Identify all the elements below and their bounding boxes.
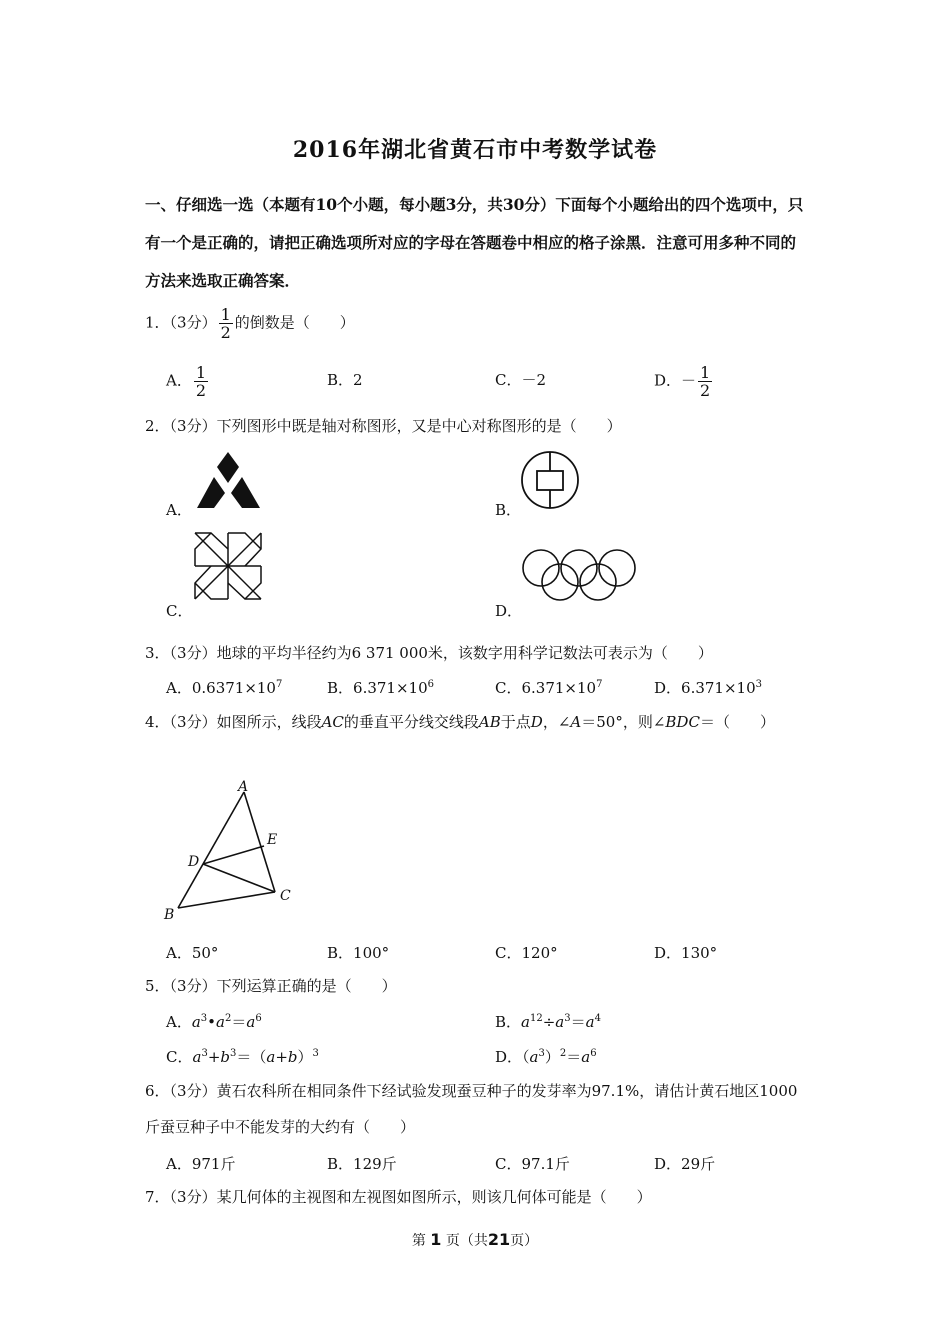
q1-score: （3分） — [169, 313, 217, 332]
q4-option-d: D．130° — [654, 944, 718, 962]
q3-option-b: B．$6.371\times 10^6$ — [327, 679, 434, 697]
q1-option-c: C．－2 — [495, 371, 547, 389]
q3-option-c: C．$6.371\times 10^7$ — [495, 679, 603, 697]
q4-label-d: D — [188, 854, 200, 870]
q4-option-b: B．100° — [327, 944, 390, 962]
question-7: 7．（3分）某几何体的主视图和左视图如图所示，则该几何体可能是（ ） — [145, 1188, 652, 1206]
q3-option-d: D．$6.371\times 10^3$ — [654, 679, 762, 697]
q4-option-c: C．120° — [495, 944, 558, 962]
q2-figure-c-pinwheel — [193, 531, 263, 601]
q6-option-d: D．29斤 — [654, 1155, 716, 1173]
q4-label-e: E — [267, 832, 278, 848]
question-5: 5．（3分）下列运算正确的是（ ） — [145, 977, 397, 995]
q2-option-d: D． — [495, 602, 523, 620]
q2-figure-d-olympic-rings — [521, 548, 641, 604]
q6-option-a: A．971斤 — [166, 1155, 236, 1173]
q2-option-c: C． — [166, 602, 193, 620]
q4-triangle-figure — [160, 778, 310, 923]
q1-number: 1． — [145, 313, 170, 332]
q4-label-a: A — [238, 779, 249, 795]
q2-figure-a-diamonds — [194, 450, 264, 512]
q2-option-b: B． — [495, 501, 522, 519]
q5-option-a: A．$a^3•a^2=a^6$ — [166, 1013, 262, 1031]
question-2: 2．（3分）下列图形中既是轴对称图形，又是中心对称图形的是（ ） — [145, 417, 622, 435]
total-pages: 21 — [487, 1230, 511, 1249]
q6-option-b: B．129斤 — [327, 1155, 397, 1173]
q4-label-b: B — [164, 907, 175, 923]
q1-option-d: D．－ $\frac{1}{2}$ — [654, 363, 711, 400]
q4-option-a: A．50° — [166, 944, 219, 962]
q1-option-b: B．2 — [327, 371, 363, 389]
question-3: 3．（3分）地球的平均半径约为6 371 000米，该数字用科学记数法可表示为（ ） — [145, 644, 713, 662]
page-footer: 第 1 页（共21页） — [411, 1230, 539, 1249]
question-6: 6．（3分）黄石农科所在相同条件下经试验发现蚕豆种子的发芽率为97.1%，请估计黄石地区1000斤蚕豆种子中不能发芽的大约有（ ） — [145, 1082, 798, 1136]
page-title: 2016年湖北省黄石市中考数学试卷 — [292, 137, 658, 163]
section-instructions: 一、仔细选一选（本题有10个小题，每小题3分，共30分）下面每个小题给出的四个选项中，只有一个是正确的，请把正确选项所对应的字母在答题卷中相应的格子涂黑．注意可用多种不同的方法来选取正确答案． — [145, 195, 804, 290]
q2-figure-b-coin — [520, 451, 582, 511]
q5-option-c: C．$a^3+b^3=(a+b)^3$ — [166, 1048, 319, 1066]
q3-option-a: A．$0.6371\times 10^7$ — [166, 679, 283, 697]
question-4: 4．（3分）如图所示，线段AC的垂直平分线交线段AB于点D，∠A＝50°，则∠BDC＝（ ） — [145, 713, 775, 731]
q1-fraction: $\frac{1}{2}$ — [220, 305, 231, 342]
q5-option-d: D．$(a^3)^2=a^6$ — [495, 1048, 597, 1066]
q5-option-b: B．$a^{12}\div a^3=a^4$ — [495, 1013, 601, 1031]
q1-text: 的倒数是（ ） — [234, 313, 355, 332]
q4-label-c: C — [280, 888, 291, 904]
question-1 — [145, 306, 810, 341]
current-page-number: 1 — [430, 1230, 442, 1249]
q2-option-a: A． — [166, 501, 192, 519]
q1-option-a: A． $\frac{1}{2}$ — [166, 363, 207, 400]
q6-option-c: C．97.1斤 — [495, 1155, 570, 1173]
